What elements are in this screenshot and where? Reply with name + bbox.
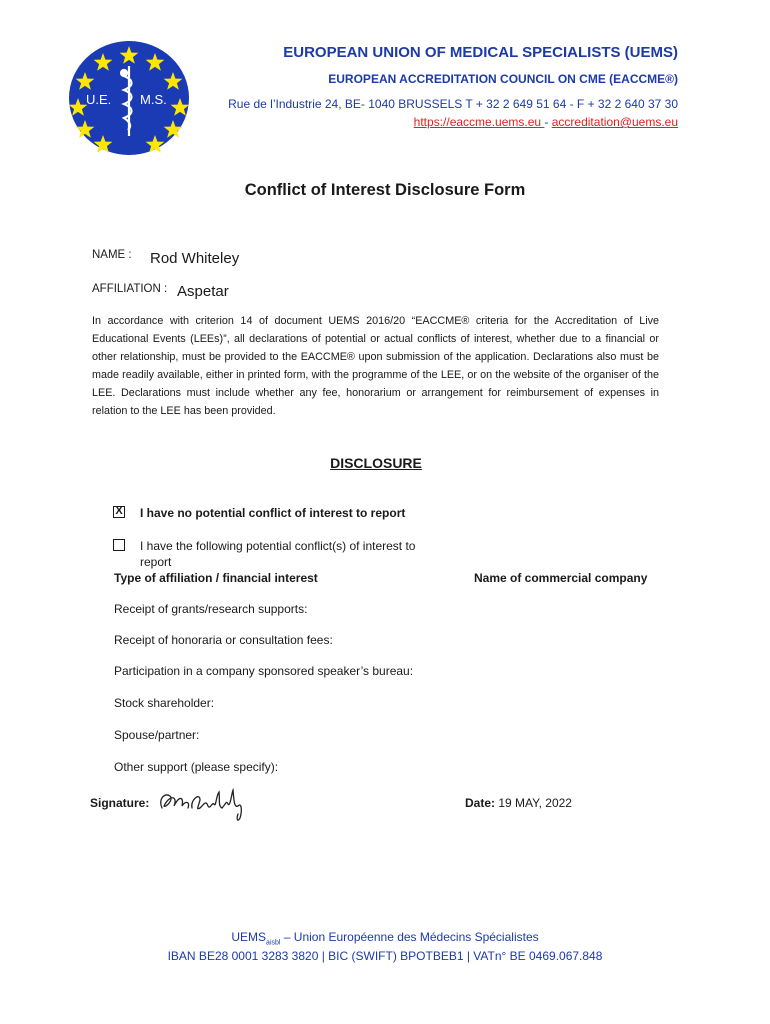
- form-title: Conflict of Interest Disclosure Form: [244, 181, 526, 199]
- has-conflict-checkbox[interactable]: [113, 539, 125, 551]
- email-link[interactable]: accreditation@uems.eu: [551, 115, 678, 129]
- date-value: 19 MAY, 2022: [495, 796, 572, 810]
- date-label: Date:: [465, 796, 496, 810]
- conflict-row-other: Other support (please specify):: [114, 760, 279, 774]
- conflict-row-grants: Receipt of grants/research supports:: [114, 602, 308, 616]
- contact-links: [414, 115, 678, 129]
- column-header-company: Name of commercial company: [474, 571, 648, 585]
- affiliation-field[interactable]: Aspetar: [177, 283, 229, 300]
- uems-logo: [68, 40, 190, 156]
- conflict-row-stock: Stock shareholder:: [114, 696, 215, 710]
- conflict-row-honoraria: Receipt of honoraria or consultation fees:: [114, 633, 333, 647]
- conflict-row-speakers-bureau: Participation in a company sponsored speaker’s bureau:: [114, 664, 414, 678]
- footer-bank-details: IBAN BE28 0001 3283 3820 | BIC (SWIFT) BPOTBEB1 | VATn° BE 0469.067.848: [167, 949, 603, 963]
- signature-label: Signature:: [90, 796, 150, 810]
- logo-text-left: U.E.: [86, 92, 112, 107]
- affiliation-label: AFFILIATION :: [92, 283, 168, 295]
- column-header-type: Type of affiliation / financial interest: [114, 571, 318, 585]
- website-link[interactable]: https://eaccme.uems.eu: [413, 115, 545, 129]
- has-conflict-label-line2: report: [140, 555, 172, 569]
- footer-org-prefix: UEMS: [231, 930, 267, 944]
- footer-org-line: [0, 930, 770, 946]
- criteria-paragraph: In accordance with criterion 14 of document UEMS 2016/20 “EACCME® criteria for the Accreditation of Live Educational Events (LEEs)”, all declarations of potential or actual conflicts of interest, whether due to a financial or other relationship, must be provided to the EACCME® upon submission of the application. Declarations also must be made readily available, either in printed form, with the programme of the LEE, or on the website of the organiser of the LEE. Declarations must include whether any fee, honorarium or arrangement for reimbursement of expenses in relation to the LEE has been provided.: [92, 315, 659, 417]
- name-label: NAME :: [92, 249, 132, 261]
- link-separator: -: [544, 115, 552, 129]
- no-conflict-checkbox[interactable]: [113, 506, 125, 518]
- address-line: Rue de l’Industrie 24, BE- 1040 BRUSSELS T + 32 2 649 51 64 - F + 32 2 640 37 30: [228, 97, 678, 111]
- council-name: EUROPEAN ACCREDITATION COUNCIL ON CME (EACCME®): [328, 72, 678, 86]
- handwritten-signature: [156, 786, 248, 824]
- disclosure-heading: DISCLOSURE: [330, 455, 422, 471]
- org-name: EUROPEAN UNION OF MEDICAL SPECIALISTS (UEMS): [283, 44, 678, 61]
- name-field[interactable]: Rod Whiteley: [150, 250, 240, 267]
- footer-org-rest: – Union Européenne des Médecins Spécialistes: [280, 930, 539, 944]
- footer-org-sub: aisbl: [266, 939, 281, 947]
- checkbox-check-mark: X: [115, 505, 123, 517]
- no-conflict-label: I have no potential conflict of interest to report: [140, 506, 406, 520]
- conflict-row-spouse: Spouse/partner:: [114, 728, 200, 742]
- has-conflict-label-line1: I have the following potential conflict(s) of interest to: [140, 539, 416, 553]
- date-line: [465, 796, 572, 810]
- logo-text-right: M.S.: [140, 92, 167, 107]
